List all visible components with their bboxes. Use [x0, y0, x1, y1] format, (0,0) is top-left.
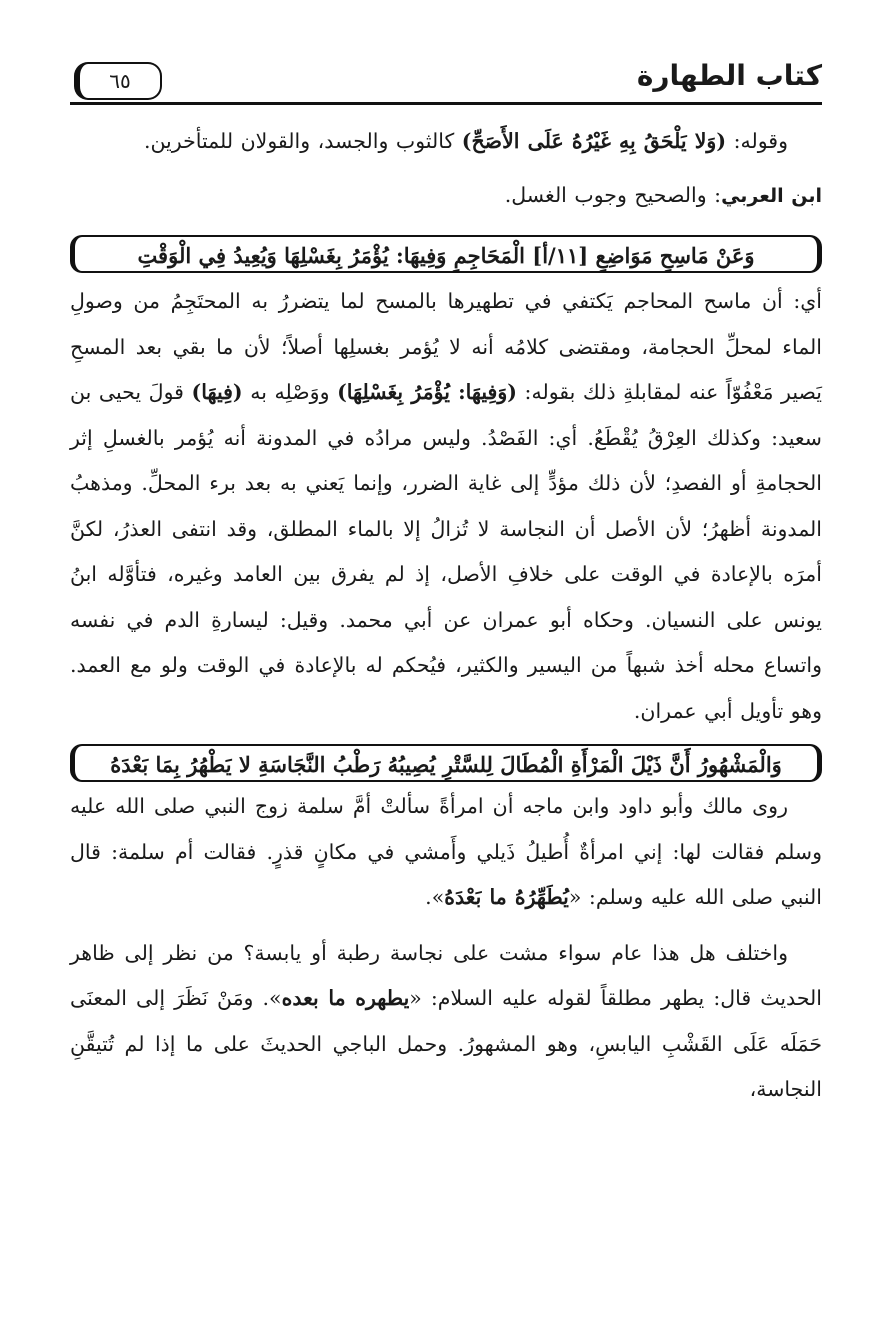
paragraph-commentary-1 [70, 119, 822, 165]
para4-text-1: روى مالك وأبو داود وابن ماجه أن امرأةً سألتْ أمَّ سلمة زوج النبي صلى الله عليه وسلم فقالت لها: إني امرأةٌ أُطيلُ ذَيلي وأَمشي في مكانٍ قذرٍ. فقالت أم سلمة: قال النبي صلى الله عليه وسلم: « [70, 794, 822, 909]
para5-quote: يطهره ما بعده [281, 986, 410, 1010]
para3-quote-1: (وَفِيهَا: يُؤْمَرُ بِغَسْلِهَا) [337, 380, 517, 404]
para3-text-1: أي: أن ماسح المحاجم يَكتفي في تطهيرها بالمسح لما يتضررُ به المحتَجِمُ من وصولِ الماء لمحلِّ الحجامة، ومقتضى كلامُه أنه لا يُؤمر بغسلِها أصلاً؛ لأن ما بقي بعد المسحِ يَصير مَعْفُوّاً عنه لمقابلةِ ذلك بقوله: [70, 289, 823, 404]
para5-text-2: ». ومَنْ نَظَرَ إلى المعنَى حَمَلَه عَلَى القَشْبِ اليابسِ، وهو المشهورُ. وحمل الباجي الحديثَ على ما إذا لم تُتيقَّنِ النجاسة، [70, 986, 822, 1101]
para1-quote: (وَلا يَلْحَقُ بِهِ غَيْرُهُ عَلَى الأَصَحِّ) [461, 129, 727, 153]
para5-text-1: واختلف هل هذا عام سواء مشت على نجاسة رطبة أو يابسة؟ من نظر إلى ظاهر الحديث قال: يطهر مطلقاً لقوله عليه السلام: « [70, 940, 822, 1010]
para1-rest: كالثوب والجسد، والقولان للمتأخرين. [143, 129, 462, 153]
page-number-box [74, 62, 162, 100]
matn-text-2: وَالْمَشْهُورُ أَنَّ ذَيْلَ الْمَرْأَةِ الْمُطَالَ لِلسَّتْرِ يُصِيبُهُ رَطْبُ النَّجَاسَةِ لا يَطْهُرُ بِمَا بَعْدَهُ [110, 752, 782, 777]
paragraph-commentary-2 [70, 279, 822, 734]
page-number: ٦٥ [109, 69, 131, 93]
book-title: كتاب الطهارة [636, 59, 822, 92]
para3-quote-2: (فِيهَا) [191, 380, 243, 404]
para3-text-2: ووَصْلِه به [242, 380, 338, 404]
page-header [70, 56, 822, 105]
paragraph-hadith [70, 784, 822, 921]
paragraph-ibn-arabi [70, 173, 822, 220]
matn-text-1: وَعَنْ مَاسِحِ مَوَاضِعِ [١١/أ] الْمَحَاجِمِ وَفِيهَا: يُؤْمَرُ بِغَسْلِهَا وَيُعِيدُ فِي الْوَقْتِ [137, 243, 755, 268]
para2-text: : والصحيح وجوب الغسل. [504, 182, 722, 207]
paragraph-commentary-3 [70, 931, 822, 1113]
para3-text-3: قولَ يحيى بن سعيد: وكذلك العِرْقُ يُقْطَعُ. أي: الفَصْدُ. وليس مرادُه في المدونة أنه يُؤمر بالغسلِ إثر الحجامةِ أو الفصدِ؛ لأن ذلك مؤدٍّ إلى غاية الضرر، وإنما يَعني به بعد برء المحلِّ. ومذهبُ المدونة أظهرُ؛ لأن الأصل أن النجاسة لا تُزالُ إلا بالماء المطلق، وقد انتفى العذرُ، لكنَّ أمرَه بالإعادة في الوقت على خلافِ الأصل، إذ لم يفرق بين العامد وغيره، فتأوَّله ابنُ يونس على النسيان. وحكاه أبو عمران عن أبي محمد. وقيل: ليسارةِ الدم في نفسه واتساع محله أخذ شبهاً من اليسير والكثير، فيُحكم له بالإعادة في الوقت ولو مع العمد. وهو تأويل أبي عمران. [70, 380, 822, 723]
author-name: ابن العربي [721, 184, 822, 207]
matn-box-1 [70, 235, 822, 273]
book-page [70, 56, 822, 1113]
para1-prefix: وقوله: [726, 129, 788, 153]
para4-text-2: ». [425, 885, 445, 909]
para4-quote: يُطَهِّرُهُ ما بَعْدَهُ [444, 885, 569, 909]
matn-box-2 [70, 744, 822, 782]
